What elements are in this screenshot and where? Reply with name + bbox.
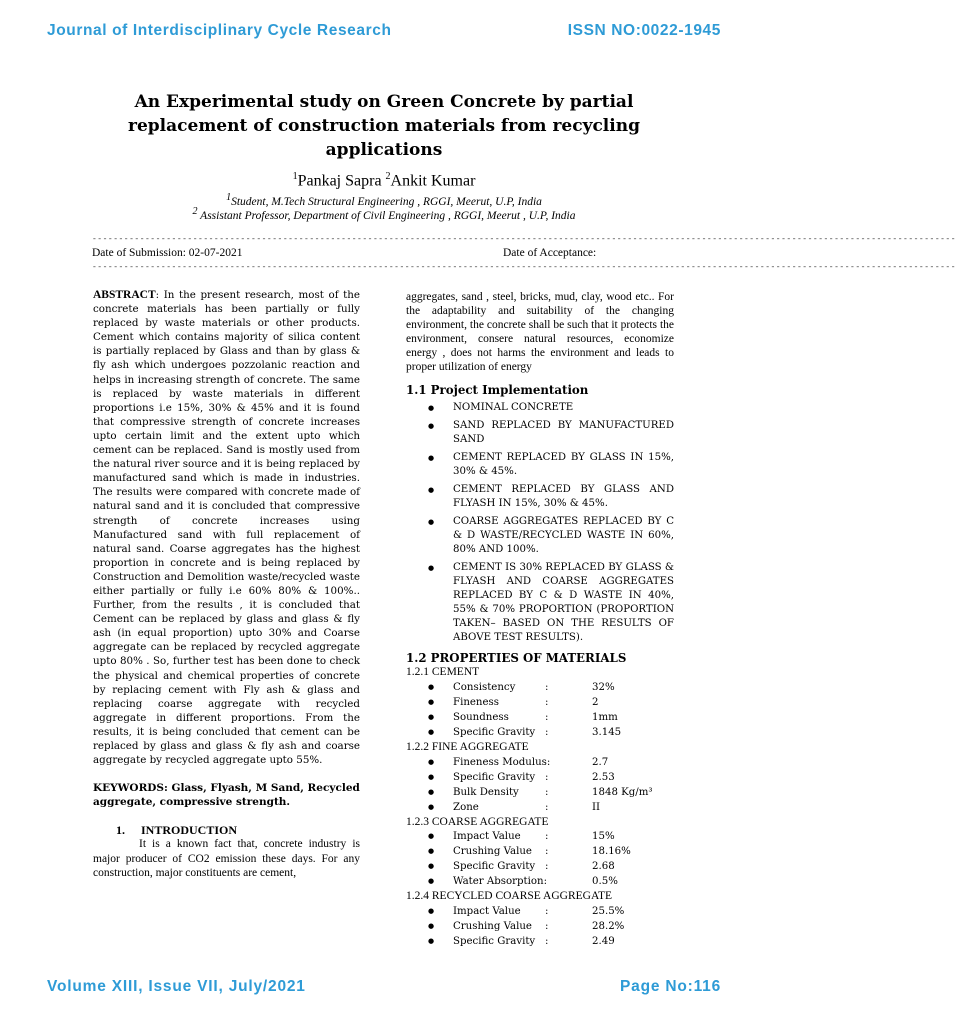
prop-colon: : <box>545 711 549 723</box>
prop-colon: : <box>545 861 549 873</box>
prop-value: 2.53 <box>592 771 615 783</box>
prop-value: 2 <box>592 696 599 708</box>
aff-1-text: Student, M.Tech Structural Engineering , RGGI, Meerut, U.P, India <box>231 195 542 208</box>
list-item: ● COARSE AGGREGATES REPLACED BY C & D WASTE/RECYCLED WASTE IN 60%, 80% AND 100%. <box>406 515 674 557</box>
project-list <box>406 401 674 645</box>
keywords: KEYWORDS: Glass, Flyash, M Sand, Recycled aggregate, compressive strength. <box>93 782 360 809</box>
author-2: Ankit Kumar <box>390 172 476 190</box>
prop-colon: : <box>545 921 549 933</box>
author-1: Pankaj Sapra <box>297 172 386 190</box>
left-column <box>93 288 360 880</box>
list-item: ● SAND REPLACED BY MANUFACTURED SAND <box>406 419 674 447</box>
prop-colon: : <box>545 831 549 843</box>
aff-2-text: Assistant Professor, Department of Civil Engineering , RGGI, Meerut , U.P, India <box>197 209 576 222</box>
prop-colon: : <box>545 771 549 783</box>
prop-value: 1mm <box>592 711 618 723</box>
prop-name: ● Specific Gravity <box>453 726 536 738</box>
table-row <box>406 919 674 934</box>
table-row <box>406 785 674 800</box>
page-number: Page No:116 <box>620 978 721 995</box>
prop-name: ● Specific Gravity <box>453 936 536 948</box>
fine-aggregate-title: 1.2.2 FINE AGGREGATE <box>406 740 529 753</box>
dates-row <box>92 247 672 259</box>
introduction-heading <box>93 823 360 837</box>
prop-name: ● Crushing Value <box>453 921 532 933</box>
prop-colon: : <box>545 696 549 708</box>
aff-2-sup: 2 <box>192 206 198 217</box>
prop-value: 3.145 <box>592 726 622 738</box>
prop-colon: : <box>545 846 549 858</box>
fine-aggregate-props <box>406 755 674 815</box>
list-item: ● CEMENT IS 30% REPLACED BY GLASS & FLYASH AND COARSE AGGREGATES REPLACED BY C & D WASTE IN 40%, 55% & 70% PROPORTION (PROPORTION TAKEN– BASED ON THE RESULTS OF ABOVE TEST RESULTS). <box>406 561 674 645</box>
prop-value: 18.16% <box>592 846 631 858</box>
intro-continued: aggregates, sand , steel, bricks, mud, clay, wood etc.. For the adaptability and suitability of the changing environment, the concrete shall be such that it protects the environment, consere natural resources, economize energy , does not harms the environment and leads to proper utilization of energy <box>406 291 674 373</box>
table-row <box>406 710 674 725</box>
table-row <box>406 934 674 949</box>
prop-value: 1848 Kg/m³ <box>592 786 653 798</box>
cement-props <box>406 680 674 740</box>
list-item: ● CEMENT REPLACED BY GLASS IN 15%, 30% & 45%. <box>406 451 674 479</box>
right-column <box>406 290 674 949</box>
abstract-label: ABSTRACT <box>93 289 156 301</box>
authors <box>0 171 768 190</box>
prop-value: 0.5% <box>592 876 618 888</box>
separator-top: ------------------------------------------------------------------------------------------------------------------------------------------------------------------- <box>92 235 956 244</box>
properties-heading: 1.2 PROPERTIES OF MATERIALS <box>406 651 627 665</box>
prop-value: 15% <box>592 831 615 843</box>
recycled-aggregate-props <box>406 904 674 949</box>
prop-colon: : <box>545 801 549 813</box>
table-row <box>406 859 674 874</box>
prop-name: ● Water Absorption: <box>453 876 547 888</box>
acceptance-date: Date of Acceptance: <box>503 247 597 259</box>
introduction-text: It is a known fact that, concrete industry is major producer of CO2 emission these days. For any construction, major constituents are cement, <box>93 838 360 879</box>
table-row <box>406 829 674 844</box>
table-row <box>406 874 674 889</box>
prop-value: 2.49 <box>592 936 615 948</box>
project-heading: 1.1 Project Implementation <box>406 383 589 397</box>
intro-number: 1. <box>116 823 125 838</box>
prop-name: ● Bulk Density <box>453 786 519 798</box>
prop-name: ● Soundness <box>453 711 509 723</box>
prop-colon: : <box>545 726 549 738</box>
prop-colon: : <box>545 906 549 918</box>
table-row <box>406 844 674 859</box>
journal-name: Journal of Interdisciplinary Cycle Research <box>47 22 392 39</box>
coarse-aggregate-title: 1.2.3 COARSE AGGREGATE <box>406 815 549 828</box>
affiliation-2 <box>0 206 768 222</box>
prop-name: ● Fineness Modulus: <box>453 756 551 768</box>
prop-value: 32% <box>592 681 615 693</box>
paper-title: An Experimental study on Green Concrete by partial replacement of construction materials from recycling applications <box>128 92 640 160</box>
prop-name: ● Zone <box>453 801 479 813</box>
table-row <box>406 800 674 815</box>
submission-date: Date of Submission: 02-07-2021 <box>92 247 243 259</box>
cement-title: 1.2.1 CEMENT <box>406 666 480 678</box>
prop-colon: : <box>545 936 549 948</box>
aff-1-sup: 1 <box>226 192 232 203</box>
table-row <box>406 680 674 695</box>
prop-value: 2.68 <box>592 861 615 873</box>
prop-name: ● Specific Gravity <box>453 771 536 783</box>
prop-value: 25.5% <box>592 906 625 918</box>
separator-bottom: ------------------------------------------------------------------------------------------------------------------------------------------------------------------- <box>92 263 956 272</box>
prop-name: ● Fineness <box>453 696 499 708</box>
coarse-aggregate-props <box>406 829 674 889</box>
prop-name: ● Impact Value <box>453 906 521 918</box>
abstract <box>93 288 360 767</box>
table-row <box>406 904 674 919</box>
issn: ISSN NO:0022-1945 <box>567 22 721 39</box>
recycled-aggregate-title: 1.2.4 RECYCLED COARSE AGGREGATE <box>406 890 613 903</box>
prop-name: ● Impact Value <box>453 831 521 843</box>
intro-title: INTRODUCTION <box>141 823 238 838</box>
prop-value: II <box>592 801 601 813</box>
table-row <box>406 695 674 710</box>
prop-colon: : <box>545 786 549 798</box>
table-row <box>406 755 674 770</box>
volume-issue: Volume XIII, Issue VII, July/2021 <box>47 978 306 995</box>
table-row <box>406 770 674 785</box>
author-2-sup: 2 <box>385 171 391 182</box>
list-item: ● CEMENT REPLACED BY GLASS AND FLYASH IN 15%, 30% & 45%. <box>406 483 674 511</box>
list-item: ● NOMINAL CONCRETE <box>406 401 674 415</box>
prop-name: ● Specific Gravity <box>453 861 536 873</box>
abstract-text: : In the present research, most of the concrete materials has been partially or fully replaced by waste materials or other products. Cement which contains majority of silica content is partially replaced by Glass and than by glass & fly ash which undergoes pozzolanic reaction and helps in increasing strength of concrete. The same is replaced by waste materials in different proportions i.e 15%, 30% & 45% and it is found that compressive strength of concrete increases upto certain limit and the extent upto which cement can be replaced. Sand is mostly used from the natural river source and it is being replaced by manufactured sand which is made in industries. The results were compared with concrete made of natural sand and it is concluded that compressive strength of concrete increases using Manufactured sand with full replacement of natural sand. Coarse aggregates has the highest proportion in concrete and is being replaced by Construction and Demolition waste/recycled waste either partially or fully i.e 60% 80% & 100%.. Further, from the results , it is concluded that Cement can be replaced by glass and glass & fly ash (in equal proportion) upto 30% and Coarse aggregate can be replaced by recycled aggregate upto 80% . So, further test has been done to check the physical and chemical properties of concrete by replacing cement with Fly ash & glass and replacing coarse aggregate with recycled aggregate in different proportions. From the results, it is being concluded that cement can be replaced by glass and glass & fly ash and coarse aggregate by recycled aggregate upto 55%. <box>93 289 360 767</box>
prop-value: 2.7 <box>592 756 609 768</box>
author-1-sup: 1 <box>292 171 298 182</box>
prop-name: ● Consistency <box>453 681 516 693</box>
prop-name: ● Crushing Value <box>453 846 532 858</box>
prop-colon: : <box>545 681 549 693</box>
table-row <box>406 725 674 740</box>
prop-value: 28.2% <box>592 921 625 933</box>
